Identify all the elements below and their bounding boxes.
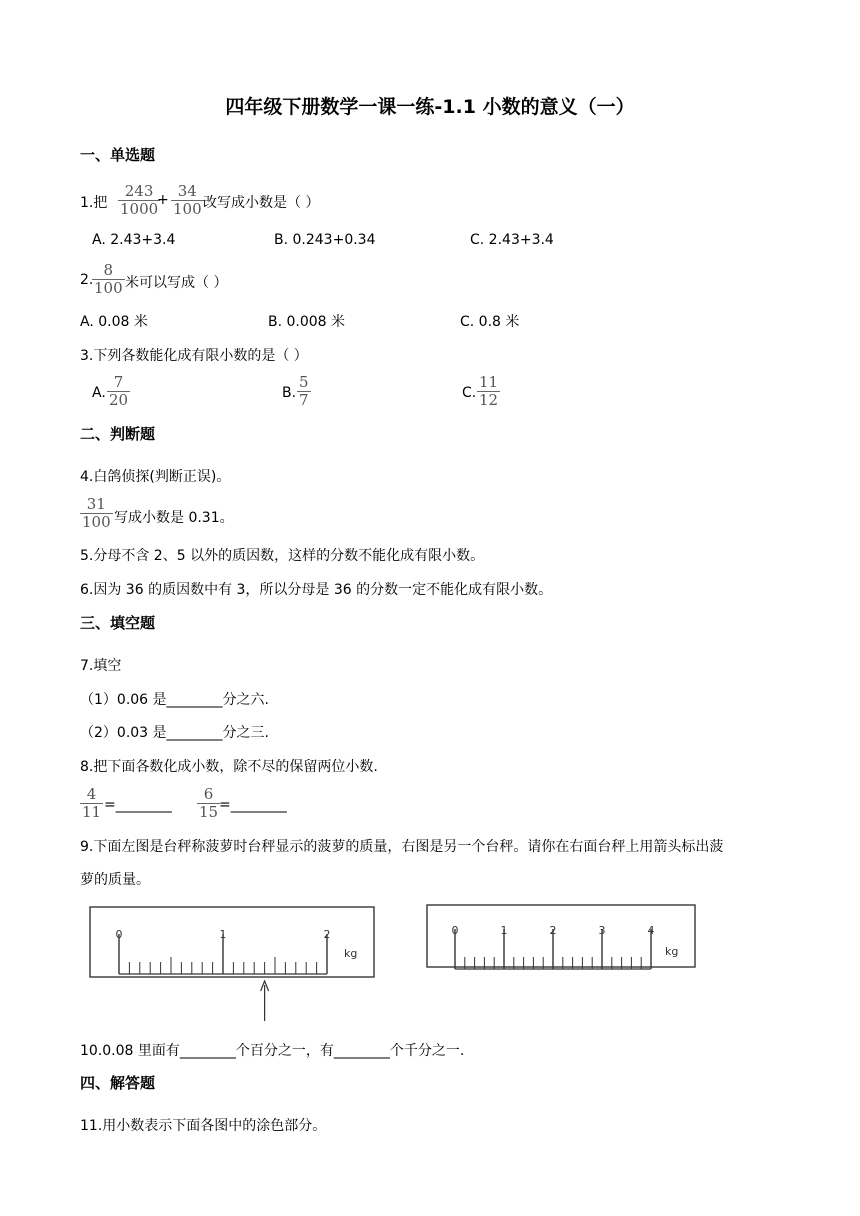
left-scale-unit: kg [344,947,358,960]
q1-option-a[interactable]: A. 2.43+3.4 [92,232,176,248]
right-scale-figure[interactable] [425,903,700,978]
q2-option-a[interactable]: A. 0.08 米 [80,314,148,330]
q1-frac1-numerator: 243 [124,182,154,200]
q3-option-c-fraction[interactable] [477,374,500,409]
left-scale-frame [90,907,374,977]
q3-a-numerator: 7 [113,373,124,391]
q3-option-a-label[interactable]: A. [92,385,106,401]
q3-c-numerator: 11 [479,373,499,391]
section-heading-true-false: 二、判断题 [80,425,156,443]
q4-text: 4.白鸽侦探(判断正误)。 [80,469,231,485]
q1-fraction-2 [171,183,204,218]
q6-text: 6.因为 36 的质因数中有 3，所以分母是 36 的分数一定不能化成有限小数。 [80,582,553,598]
q9-line-2: 萝的质量。 [80,872,150,888]
q5-text: 5.分母不含 2、5 以外的质因数，这样的分数不能化成有限小数。 [80,548,485,564]
q1-plus: + [157,192,169,208]
q3-text: 3.下列各数能化成有限小数的是（ ） [80,348,308,364]
right-scale-label: 2 [549,924,557,937]
q3-a-denominator: 20 [109,391,129,409]
section-heading-single-choice: 一、单选题 [80,146,156,164]
section-heading-solve: 四、解答题 [80,1074,156,1092]
q8-blank-2[interactable]: =________ [219,797,287,813]
q2-fraction [92,262,125,297]
section-heading-fill-blank: 三、填空题 [80,614,156,632]
q1-frac2-numerator: 34 [177,182,197,200]
q3-option-b-fraction[interactable] [297,374,311,409]
q7-text: 7.填空 [80,658,122,674]
q1-frac1-denominator: 1000 [120,200,159,218]
q8-frac2-numerator: 6 [203,785,214,803]
right-scale-label: 3 [598,924,606,937]
q3-b-denominator: 7 [299,391,309,409]
q8-blank-1[interactable]: =________ [104,797,172,813]
left-scale-arrow-icon [261,981,269,1021]
left-scale-label: 2 [323,928,331,941]
q2-suffix: 米可以写成（ ） [125,275,228,291]
q8-frac2-denominator: 15 [199,803,219,821]
left-scale-labels [116,928,331,941]
q11-text: 11.用小数表示下面各图中的涂色部分。 [80,1118,327,1134]
q4-fraction [80,496,113,531]
right-scale-label: 4 [647,924,655,937]
q1-prefix: 1.把 [80,195,108,211]
q3-option-c-label[interactable]: C. [462,385,477,401]
q1-suffix: 改写成小数是（ ） [203,195,320,211]
q2-option-c[interactable]: C. 0.8 米 [460,314,520,330]
q3-b-numerator: 5 [299,373,309,391]
left-scale-figure [88,905,378,1025]
page-title: 四年级下册数学一课一练-1.1 小数的意义（一） [225,96,635,118]
right-scale-label: 0 [451,924,459,937]
left-scale-label: 1 [219,928,227,941]
q9-line-1: 9.下面左图是台秤称菠萝时台秤显示的菠萝的质量，右图是另一个台秤。请你在右面台秤上用箭头标出菠 [80,839,724,855]
q7-line-2[interactable]: （2）0.03 是________分之三. [80,725,269,741]
q2-frac-denominator: 100 [94,279,123,297]
q1-option-b[interactable]: B. 0.243+0.34 [274,232,376,248]
q7-line-1[interactable]: （1）0.06 是________分之六. [80,692,269,708]
q1-fraction-1 [118,183,160,218]
q3-option-b-label[interactable]: B. [282,385,297,401]
q4-frac-numerator: 31 [86,495,106,513]
q1-frac2-denominator: 100 [173,200,202,218]
right-scale-labels [452,924,655,937]
q3-c-denominator: 12 [479,391,499,409]
q8-text: 8.把下面各数化成小数，除不尽的保留两位小数. [80,759,378,775]
q2-frac-numerator: 8 [103,261,114,279]
q1-option-c[interactable]: C. 2.43+3.4 [470,232,554,248]
q8-frac1-numerator: 4 [86,785,97,803]
q4-suffix: 写成小数是 0.31。 [114,510,234,526]
right-scale-frame [427,905,695,967]
right-scale-label: 1 [500,924,508,937]
left-scale-label: 0 [115,928,123,941]
q8-fraction-2 [197,786,220,821]
q3-option-a-fraction[interactable] [107,374,130,409]
q4-frac-denominator: 100 [82,513,111,531]
q10-text[interactable]: 10.0.08 里面有________个百分之一，有________个千分之一. [80,1043,465,1059]
q2-prefix: 2. [80,272,94,288]
q8-fraction-1 [80,786,103,821]
q2-option-b[interactable]: B. 0.008 米 [268,314,346,330]
right-scale-unit: kg [665,945,679,958]
q8-frac1-denominator: 11 [82,803,102,821]
